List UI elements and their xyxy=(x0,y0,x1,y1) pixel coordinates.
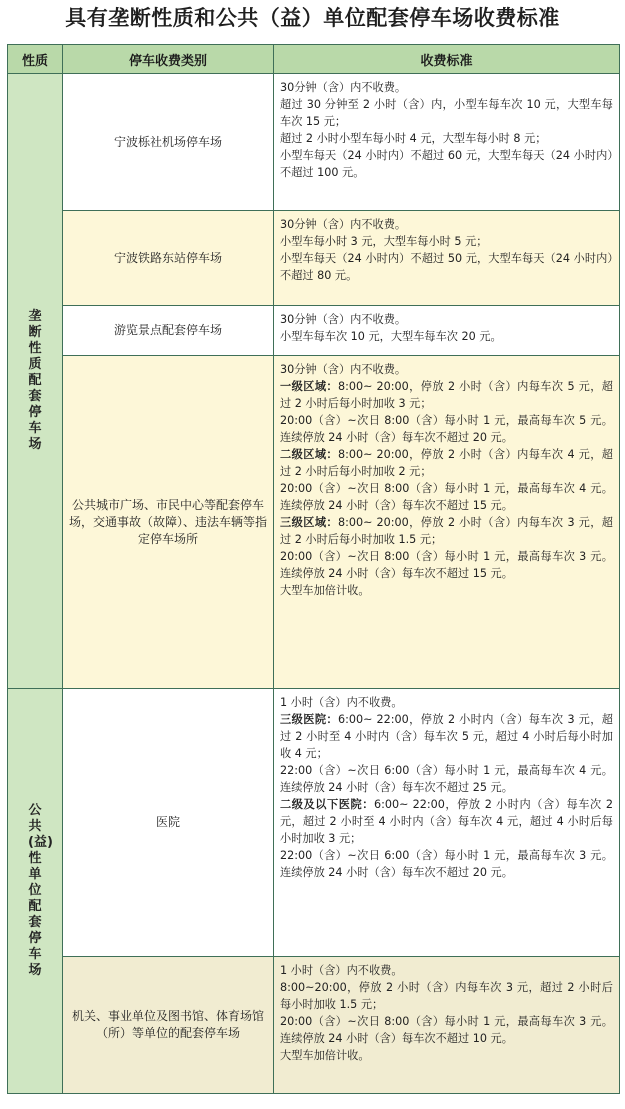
row-standard xyxy=(274,306,620,356)
fee-line: 超过 30 分钟至 2 小时（含）内，小型车每车次 10 元，大型车每车次 15 元； xyxy=(280,98,613,128)
header-nature: 性质 xyxy=(8,45,63,74)
table-row xyxy=(8,957,620,1094)
row-standard xyxy=(274,74,620,211)
table-header-row xyxy=(8,45,620,74)
row-name: 机关、事业单位及图书馆、体育场馆（所）等单位的配套停车场 xyxy=(63,957,274,1094)
fee-line: 22:00（含）~次日 6:00（含）每小时 1 元，最高每车次 4 元。连续停放 24 小时（含）每车次不超过 25 元。 xyxy=(280,764,613,794)
group-label-public xyxy=(8,689,63,1094)
fee-line-label: 二级及以下医院： xyxy=(280,798,374,811)
fee-line-label: 一级区域： xyxy=(280,380,339,393)
fee-line-label: 三级医院： xyxy=(280,713,339,726)
fee-line-text: 6:00~ 22:00，停放 2 小时内（含）每车次 3 元，超过 2 小时至 4 小时内（含）每车次 5 元，超过 4 小时后每小时加收 4 元； xyxy=(280,713,613,760)
group-label-monopoly xyxy=(8,74,63,689)
fee-line: 20:00（含）~次日 8:00（含）每小时 1 元，最高每车次 4 元。连续停放 24 小时（含）每车次不超过 15 元。 xyxy=(280,482,613,512)
row-name: 公共城市广场、市民中心等配套停车场，交通事故（故障）、违法车辆等指定停车场所 xyxy=(63,356,274,689)
row-name: 医院 xyxy=(63,689,274,957)
fee-line: 小型车每车次 10 元，大型车每车次 20 元。 xyxy=(280,330,502,343)
group-label-text: 公共(益)性单位配套停车场 xyxy=(28,803,53,978)
fee-table xyxy=(7,44,620,1094)
fee-line: 大型车加倍计收。 xyxy=(280,584,370,597)
fee-line: 1 小时（含）内不收费。 xyxy=(280,696,403,709)
table-row xyxy=(8,211,620,306)
fee-line xyxy=(280,446,613,480)
fee-line xyxy=(280,378,613,412)
fee-line: 30分钟（含）内不收费。 xyxy=(280,81,407,94)
fee-line: 22:00（含）~次日 6:00（含）每小时 1 元，最高每车次 3 元。连续停放 24 小时（含）每车次不超过 20 元。 xyxy=(280,849,613,879)
fee-line xyxy=(280,514,613,548)
fee-line: 20:00（含）~次日 8:00（含）每小时 1 元，最高每车次 3 元。连续停放 24 小时（含）每车次不超过 10 元。 xyxy=(280,1015,613,1045)
fee-line: 30分钟（含）内不收费。 xyxy=(280,218,407,231)
fee-line xyxy=(280,711,613,762)
row-standard xyxy=(274,211,620,306)
fee-line: 20:00（含）~次日 8:00（含）每小时 1 元，最高每车次 5 元。连续停放 24 小时（含）每车次不超过 20 元。 xyxy=(280,414,613,444)
fee-line: 小型车每天（24 小时内）不超过 60 元，大型车每天（24 小时内）不超过 100 元。 xyxy=(280,149,613,179)
fee-line-label: 三级区域： xyxy=(280,516,339,529)
fee-line: 大型车加倍计收。 xyxy=(280,1049,370,1062)
page-title: 具有垄断性质和公共（益）单位配套停车场收费标准 xyxy=(65,6,560,30)
table-row xyxy=(8,306,620,356)
fee-line-text: 6:00~ 22:00，停放 2 小时内（含）每车次 2 元，超过 2 小时至 4 小时内（含）每车次 4 元，超过 4 小时后每小时加收 3 元； xyxy=(280,798,613,845)
fee-line: 8:00~20:00，停放 2 小时（含）内每车次 3 元，超过 2 小时后每小时加收 1.5 元； xyxy=(280,981,613,1011)
fee-line-label: 二级区域： xyxy=(280,448,339,461)
table-row xyxy=(8,689,620,957)
fee-line-text: 8:00~ 20:00，停放 2 小时（含）内每车次 5 元，超过 2 小时后每小时加收 3 元； xyxy=(280,380,613,410)
row-name: 宁波铁路东站停车场 xyxy=(63,211,274,306)
fee-line xyxy=(280,796,613,847)
header-standard: 收费标准 xyxy=(274,45,620,74)
row-name: 宁波栎社机场停车场 xyxy=(63,74,274,211)
fee-line: 小型车每天（24 小时内）不超过 50 元，大型车每天（24 小时内）不超过 80 元。 xyxy=(280,252,613,282)
row-name: 游览景点配套停车场 xyxy=(63,306,274,356)
group-label-text: 垄断性质配套停车场 xyxy=(28,309,42,452)
fee-line: 小型车每小时 3 元，大型车每小时 5 元； xyxy=(280,235,488,248)
row-standard xyxy=(274,689,620,957)
row-standard xyxy=(274,356,620,689)
row-standard xyxy=(274,957,620,1094)
fee-line-text: 8:00~ 20:00，停放 2 小时（含）内每车次 3 元，超过 2 小时后每小时加收 1.5 元； xyxy=(280,516,613,546)
table-row xyxy=(8,356,620,689)
table-row xyxy=(8,74,620,211)
fee-line: 20:00（含）~次日 8:00（含）每小时 1 元，最高每车次 3 元。连续停放 24 小时（含）每车次不超过 15 元。 xyxy=(280,550,613,580)
fee-line: 30分钟（含）内不收费。 xyxy=(280,313,407,326)
fee-line: 超过 2 小时小型车每小时 4 元，大型车每小时 8 元； xyxy=(280,132,547,145)
fee-line: 30分钟（含）内不收费。 xyxy=(280,363,407,376)
fee-line: 1 小时（含）内不收费。 xyxy=(280,964,403,977)
fee-line-text: 8:00~ 20:00，停放 2 小时（含）内每车次 4 元，超过 2 小时后每小时加收 2 元； xyxy=(280,448,613,478)
header-category: 停车收费类别 xyxy=(63,45,274,74)
